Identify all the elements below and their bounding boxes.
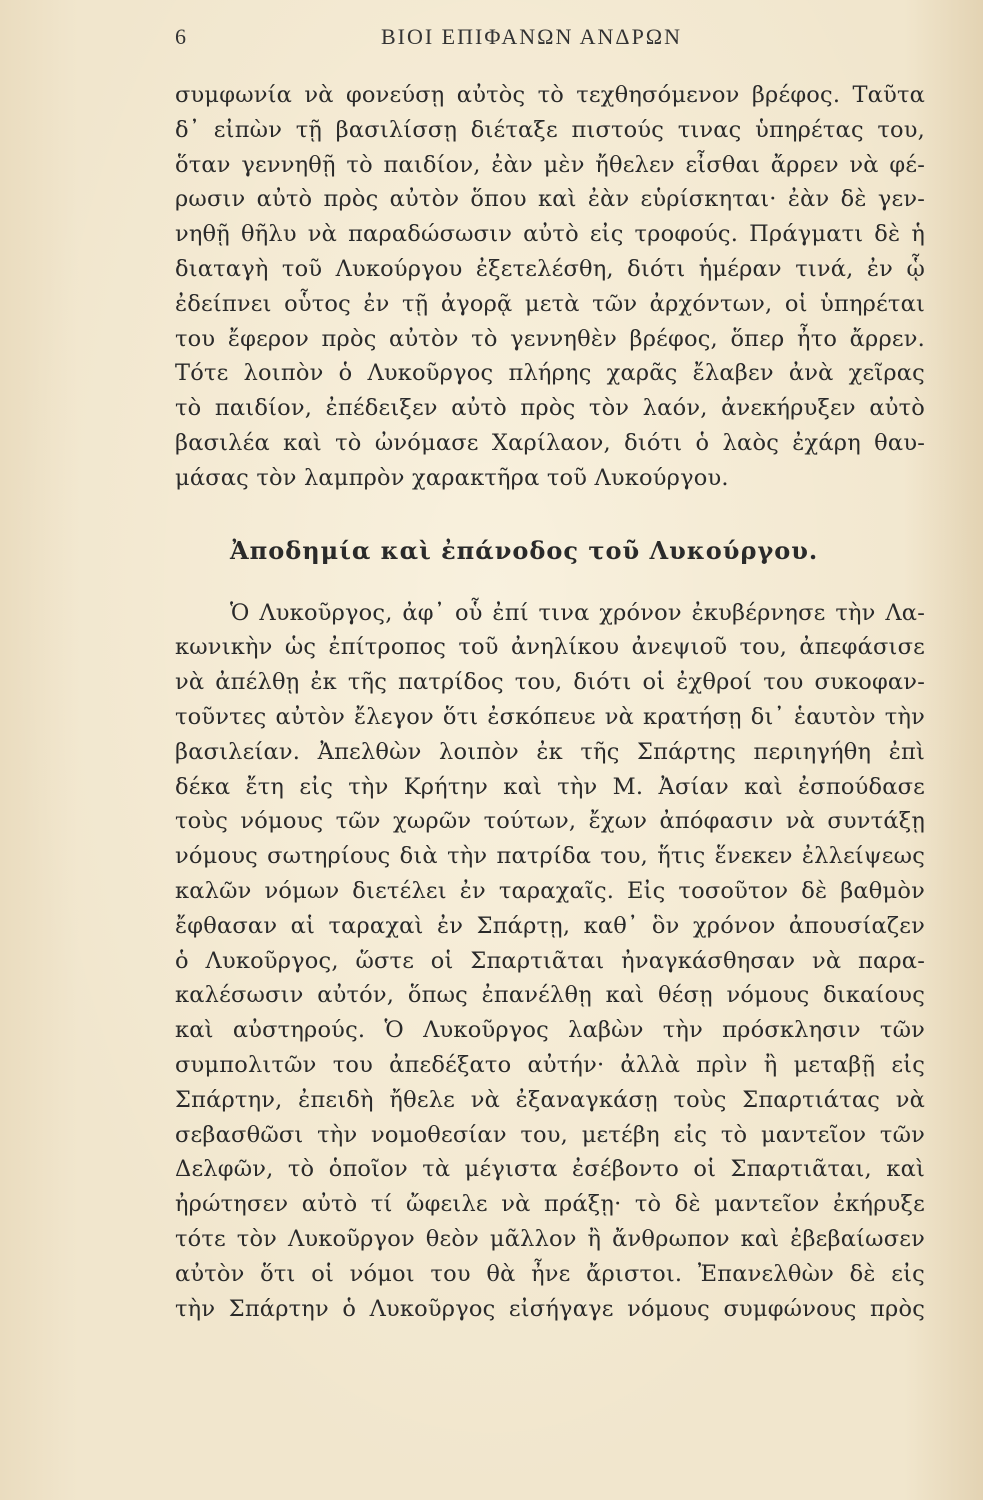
text-line: ἠρώτησεν αὐτὸ τί ὤφειλε νὰ πράξῃ· τὸ δὲ μαντεῖον ἐκήρυξε: [175, 1191, 925, 1218]
text-line: μάσας τὸν λαμπρὸν χαρακτῆρα τοῦ Λυκούργου.: [175, 464, 729, 491]
text-line: δ᾽ εἰπὼν τῇ βασιλίσσῃ διέταξε πιστούς τινας ὑπηρέτας του,: [175, 116, 925, 143]
text-line: αὐτὸν ὅτι οἱ νόμοι του θὰ ἦνε ἄριστοι. Ἐπανελθὼν δὲ εἰς: [175, 1260, 925, 1287]
text-line: καλῶν νόμων διετέλει ἐν ταραχαῖς. Εἰς τοσοῦτον δὲ βαθμὸν: [175, 877, 925, 904]
text-line: νηθῇ θῆλυ νὰ παραδώσωσιν αὐτὸ εἰς τροφούς. Πράγματι δὲ ἡ: [175, 221, 925, 248]
text-line: ἔφθασαν αἱ ταραχαὶ ἐν Σπάρτῃ, καθ᾽ ὃν χρόνον ἀπουσίαζεν: [175, 912, 925, 939]
text-line: Τότε λοιπὸν ὁ Λυκοῦργος πλήρης χαρᾶς ἔλαβεν ἀνὰ χεῖρας: [175, 360, 925, 387]
text-line: ὅταν γεννηθῇ τὸ παιδίον, ἐὰν μὲν ἤθελεν εἶσθαι ἄρρεν νὰ φέ-: [175, 151, 925, 178]
text-line: διαταγὴ τοῦ Λυκούργου ἐξετελέσθη, διότι ἡμέραν τινά, ἐν ᾧ: [175, 255, 925, 282]
text-line: συμπολιτῶν του ἀπεδέξατο αὐτήν· ἀλλὰ πρὶν ἢ μεταβῇ εἰς: [175, 1051, 925, 1078]
text-line: ὁ Λυκοῦργος, ὥστε οἱ Σπαρτιᾶται ἠναγκάσθησαν νὰ παρα-: [175, 947, 925, 974]
running-header: [175, 20, 918, 54]
text-line: καλέσωσιν αὐτόν, ὅπως ἐπανέλθῃ καὶ θέσῃ νόμους δικαίους: [175, 982, 925, 1009]
text-line: ρωσιν αὐτὸ πρὸς αὐτὸν ὅπου καὶ ἐὰν εὑρίσκηται· ἐὰν δὲ γεν-: [175, 186, 925, 213]
text-line: νὰ ἀπέλθῃ ἐκ τῆς πατρίδος του, διότι οἱ ἐχθροί του συκοφαν-: [175, 669, 925, 696]
text-line: τὴν Σπάρτην ὁ Λυκοῦργος εἰσήγαγε νόμους συμφώνους πρὸς: [175, 1295, 925, 1322]
text-line: τότε τὸν Λυκοῦργον θεὸν μᾶλλον ἢ ἄνθρωπον καὶ ἐβεβαίωσεν: [175, 1225, 925, 1252]
text-line: του ἔφερον πρὸς αὐτὸν τὸ γεννηθὲν βρέφος, ὅπερ ἦτο ἄρρεν.: [175, 325, 925, 352]
text-line: νόμους σωτηρίους διὰ τὴν πατρίδα του, ἥτις ἕνεκεν ἐλλείψεως: [175, 843, 925, 870]
text-line: σεβασθῶσι τὴν νομοθεσίαν του, μετέβη εἰς τὸ μαντεῖον τῶν: [175, 1121, 925, 1148]
running-title: ΒΙΟΙ ΕΠΙΦΑΝΩΝ ΑΝΔΡΩΝ: [380, 24, 683, 49]
text-line: Δελφῶν, τὸ ὁποῖον τὰ μέγιστα ἐσέβοντο οἱ Σπαρτιᾶται, καὶ: [175, 1156, 925, 1183]
text-line: δέκα ἔτη εἰς τὴν Κρήτην καὶ τὴν Μ. Ἀσίαν καὶ ἐσπούδασε: [175, 773, 925, 800]
text-line: τοῦντες αὐτὸν ἔλεγον ὅτι ἐσκόπευε νὰ κρατήσῃ δι᾽ ἑαυτὸν τὴν: [175, 703, 925, 730]
text-line: βασιλέα καὶ τὸ ὠνόμασε Χαρίλαον, διότι ὁ λαὸς ἐχάρη θαυ-: [175, 429, 925, 456]
paragraph-1: [175, 78, 925, 496]
text-line: Ὁ Λυκοῦργος, ἀφ᾽ οὗ ἐπί τινα χρόνον ἐκυβέρνησε τὴν Λα-: [230, 599, 925, 626]
page-body: [175, 78, 925, 1326]
text-line: Σπάρτην, ἐπειδὴ ἤθελε νὰ ἐξαναγκάσῃ τοὺς Σπαρτιάτας νὰ: [175, 1086, 925, 1113]
text-line: συμφωνία νὰ φονεύσῃ αὐτὸς τὸ τεχθησόμενον βρέφος. Ταῦτα: [175, 82, 925, 108]
text-line: ἐδείπνει οὗτος ἐν τῇ ἀγορᾷ μετὰ τῶν ἀρχόντων, οἱ ὑπηρέται: [175, 290, 925, 317]
text-line: κωνικὴν ὡς ἐπίτροπος τοῦ ἀνηλίκου ἀνεψιοῦ του, ἀπεφάσισε: [175, 634, 925, 661]
text-line: τοὺς νόμους τῶν χωρῶν τούτων, ἔχων ἀπόφασιν νὰ συντάξῃ: [175, 808, 925, 835]
paragraph-2: [175, 596, 925, 1327]
text-line: καὶ αὐστηρούς. Ὁ Λυκοῦργος λαβὼν τὴν πρόσκλησιν τῶν: [175, 1017, 925, 1044]
text-line: βασιλείαν. Ἀπελθὼν λοιπὸν ἐκ τῆς Σπάρτης περιηγήθη ἐπὶ: [175, 738, 925, 765]
section-heading: Ἀποδημία καὶ ἐπάνοδος τοῦ Λυκούργου.: [230, 535, 819, 565]
text-line: τὸ παιδίον, ἐπέδειξεν αὐτὸ πρὸς τὸν λαόν, ἀνεκήρυξεν αὐτὸ: [175, 395, 925, 422]
page-number: 6: [175, 24, 187, 49]
